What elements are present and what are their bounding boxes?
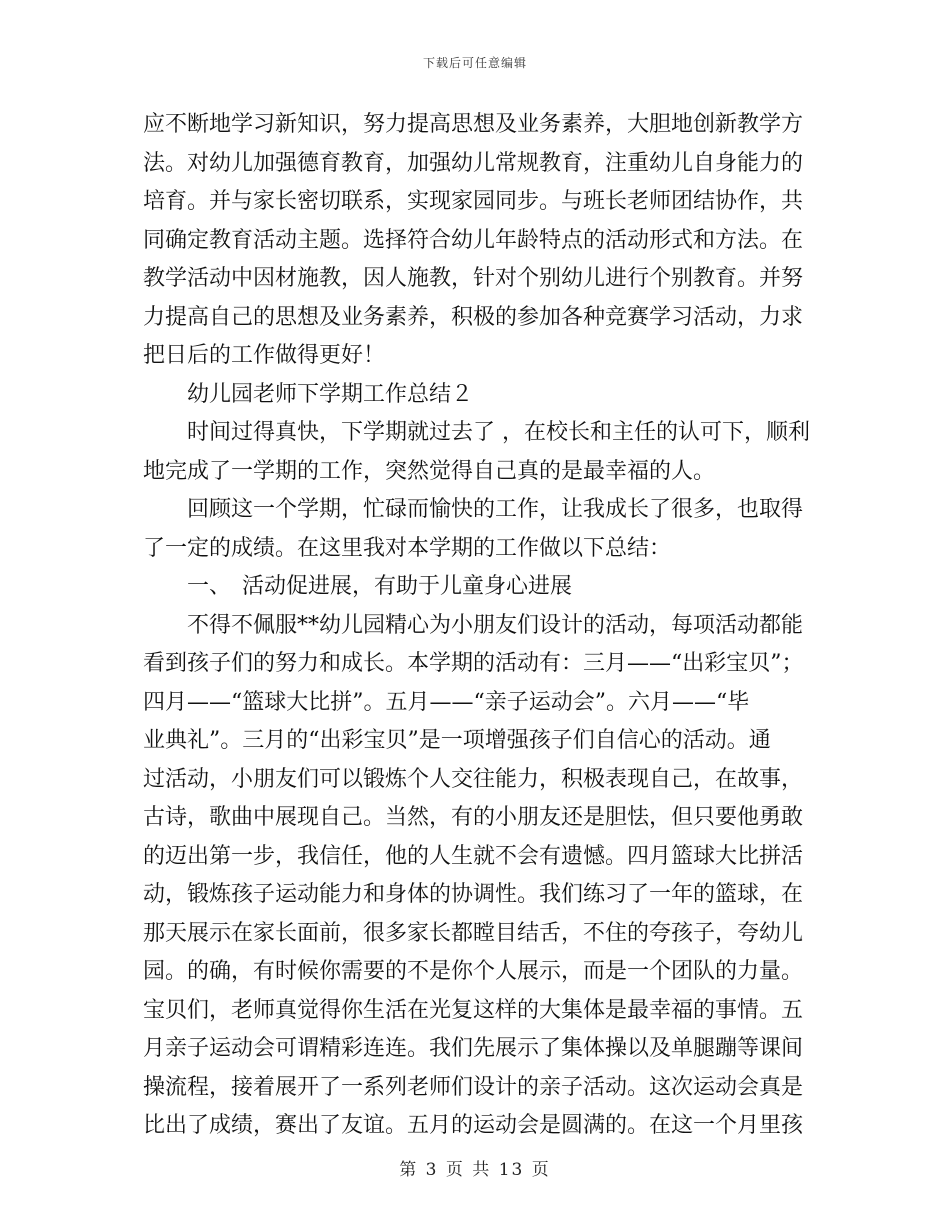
text-line: 法。对幼儿加强德育教育，加强幼儿常规教育，注重幼儿自身能力的 xyxy=(143,150,804,176)
text-line: 时间过得真快，下学期就过去了 ，在校长和主任的认可下，顺利 xyxy=(187,420,810,445)
page-number: 第 3 页 共 13 页 xyxy=(399,1160,551,1180)
section-title: 幼儿园老师下学期工作总结２ xyxy=(187,381,474,407)
text-line: 比出了成绩，赛出了友谊。五月的运动会是圆满的。在这一个月里孩 xyxy=(143,1113,804,1138)
text-line: 了一定的成绩。在这里我对本学期的工作做以下总结： xyxy=(143,535,672,561)
text-line: 园。的确，有时候你需要的不是你个人展示，而是一个团队的力量。 xyxy=(143,959,804,984)
text-line: 过活动，小朋友们可以锻炼个人交往能力，积极表现自己，在故事， xyxy=(143,766,804,792)
text-line: 动，锻炼孩子运动能力和身体的协调性。我们练习了一年的篮球，在 xyxy=(143,882,804,907)
text-line: 不得不佩服**幼儿园精心为小朋友们设计的活动，每项活动都能 xyxy=(187,612,804,638)
document-body xyxy=(143,106,813,1146)
text-line: 地完成了一学期的工作，突然觉得自己真的是最幸福的人。 xyxy=(143,458,716,484)
page-header: 下载后可任意编辑 xyxy=(422,56,527,70)
text-line: 那天展示在家长面前，很多家长都瞠目结舌，不住的夸孩子，夸幼儿 xyxy=(143,920,804,946)
text-line: 四月——“篮球大比拼”。五月——“亲子运动会”。六月——“毕 xyxy=(143,689,750,715)
text-line: 把日后的工作做得更好！ xyxy=(143,343,386,368)
text-line: 月亲子运动会可谓精彩连连。我们先展示了集体操以及单腿蹦等课间 xyxy=(143,1036,804,1061)
text-line: 看到孩子们的努力和成长。本学期的活动有：三月——“出彩宝贝”； xyxy=(143,651,804,676)
text-line: 的迈出第一步，我信任，他的人生就不会有遗憾。四月篮球大比拼活 xyxy=(143,843,804,869)
text-line: 教学活动中因材施教，因人施教，针对个别幼儿进行个别教育。并努 xyxy=(143,266,804,291)
text-line: 应不断地学习新知识，努力提高思想及业务素养，大胆地创新教学方 xyxy=(143,112,804,137)
text-line: 回顾这一个学期，忙碌而愉快的工作，让我成长了很多，也取得 xyxy=(187,497,804,522)
subsection-title: 一、 活动促进展，有助于儿童身心进展 xyxy=(187,574,573,599)
text-line: 力提高自己的思想及业务素养，积极的参加各种竞赛学习活动，力求 xyxy=(143,304,804,330)
text-line: 同确定教育活动主题。选择符合幼儿年龄特点的活动形式和方法。在 xyxy=(143,227,804,253)
text-line: 古诗，歌曲中展现自己。当然，有的小朋友还是胆怯，但只要他勇敢 xyxy=(143,805,804,830)
text-line: 操流程，接着展开了一系列老师们设计的亲子活动。这次运动会真是 xyxy=(143,1074,804,1100)
text-line: 培育。并与家长密切联系，实现家园同步。与班长老师团结协作，共 xyxy=(143,189,804,214)
text-line: 业典礼”。三月的“出彩宝贝”是一项增强孩子们自信心的活动。通 xyxy=(143,728,771,753)
text-line: 宝贝们，老师真觉得你生活在光复这样的大集体是最幸福的事情。五 xyxy=(143,997,804,1023)
